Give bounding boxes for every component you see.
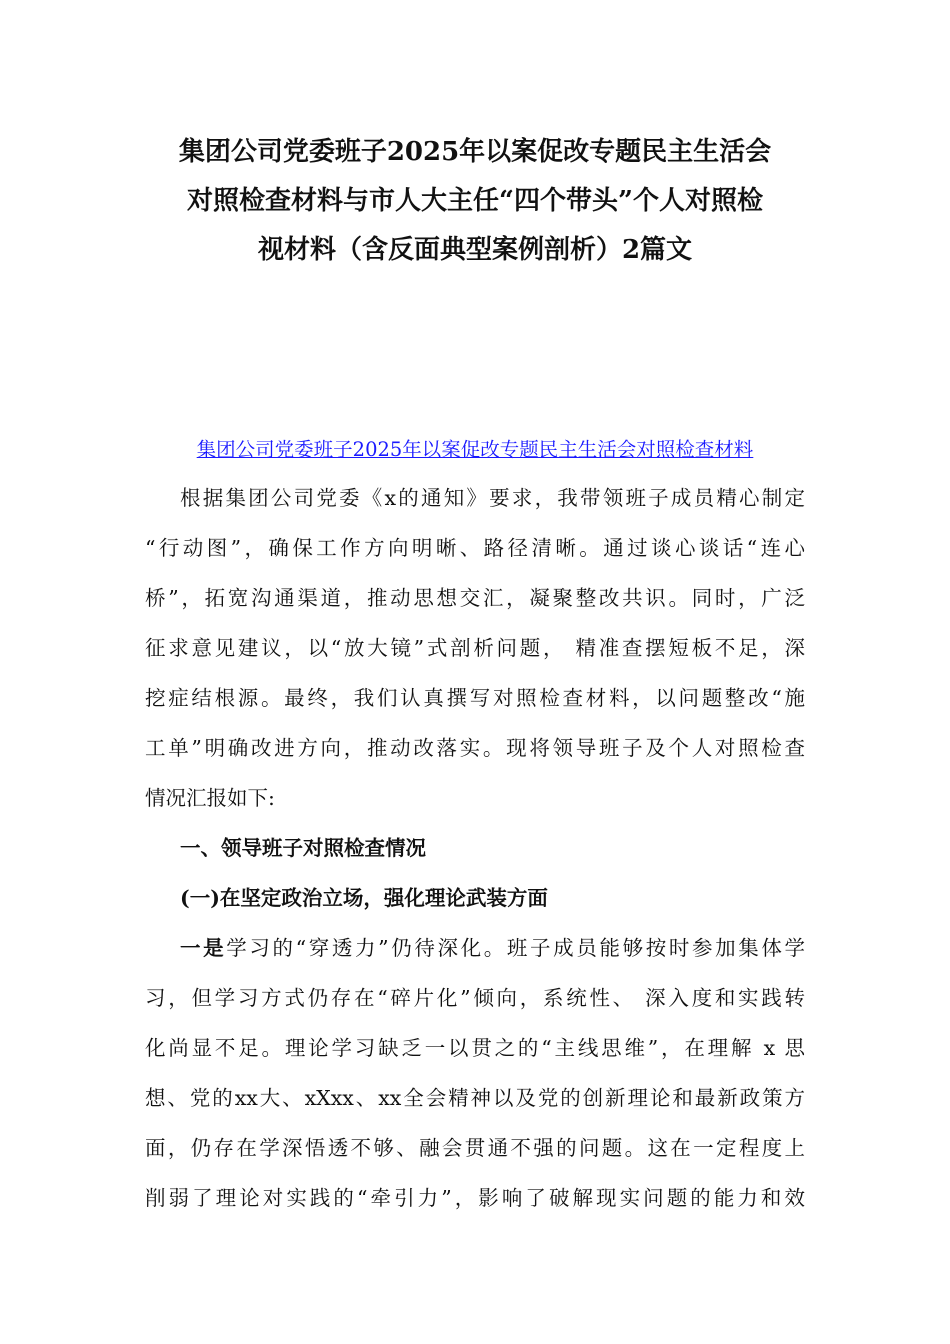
point-text: 学习的“穿透力”仍待深化。班子成员能够按时参加集体学	[226, 936, 805, 960]
title-line: 集团公司党委班子2025年以案促改专题民主生活会	[178, 137, 772, 167]
title-line: 视材料（含反面典型案例剖析）2篇文	[257, 235, 693, 265]
paragraph-line: 挖症结根源。最终，我们认真撰写对照检查材料，以问题整改“施	[145, 686, 805, 710]
paragraph-line: 根据集团公司党委《x的通知》要求，我带领班子成员精心制定	[180, 486, 805, 510]
paragraph-line: 想、党的xx大、xXxx、xx全会精神以及党的创新理论和最新政策方	[145, 1086, 805, 1110]
paragraph-line: 削弱了理论对实践的“牵引力”，影响了破解现实问题的能力和效	[145, 1186, 805, 1210]
paragraph-line: 工单”明确改进方向，推动改落实。现将领导班子及个人对照检查	[145, 736, 805, 760]
paragraph-line	[145, 923, 805, 973]
paragraph-line: 桥”，拓宽沟通渠道，推动思想交汇，凝聚整改共识。同时，广泛	[145, 586, 805, 610]
paragraph-line: 化尚显不足。理论学习缺乏一以贯之的“主线思维”，在理解 x 思	[145, 1036, 805, 1060]
paragraph-line: 情况汇报如下:	[145, 786, 275, 810]
document-title	[100, 128, 850, 275]
paragraph-line: 面，仍存在学深悟透不够、融会贯通不强的问题。这在一定程度上	[145, 1136, 805, 1160]
paragraph-line: 征求意见建议，以“放大镜”式剖析问题， 精准查摆短板不足，深	[145, 636, 805, 660]
document-body	[145, 473, 805, 1223]
section-title-link[interactable]: 集团公司党委班子2025年以案促改专题民主生活会对照检查材料	[196, 438, 754, 461]
paragraph-line: 习，但学习方式仍存在“碎片化”倾向，系统性、 深入度和实践转	[145, 986, 805, 1010]
section-heading: 一、领导班子对照检查情况	[180, 836, 426, 860]
title-line: 对照检查材料与市人大主任“四个带头”个人对照检	[187, 186, 763, 216]
paragraph-line: “行动图”，确保工作方向明晰、路径清晰。通过谈心谈话“连心	[145, 536, 805, 560]
subsection-heading: (一)在坚定政治立场，强化理论武装方面	[180, 886, 548, 910]
point-lead: 一是	[180, 936, 227, 960]
